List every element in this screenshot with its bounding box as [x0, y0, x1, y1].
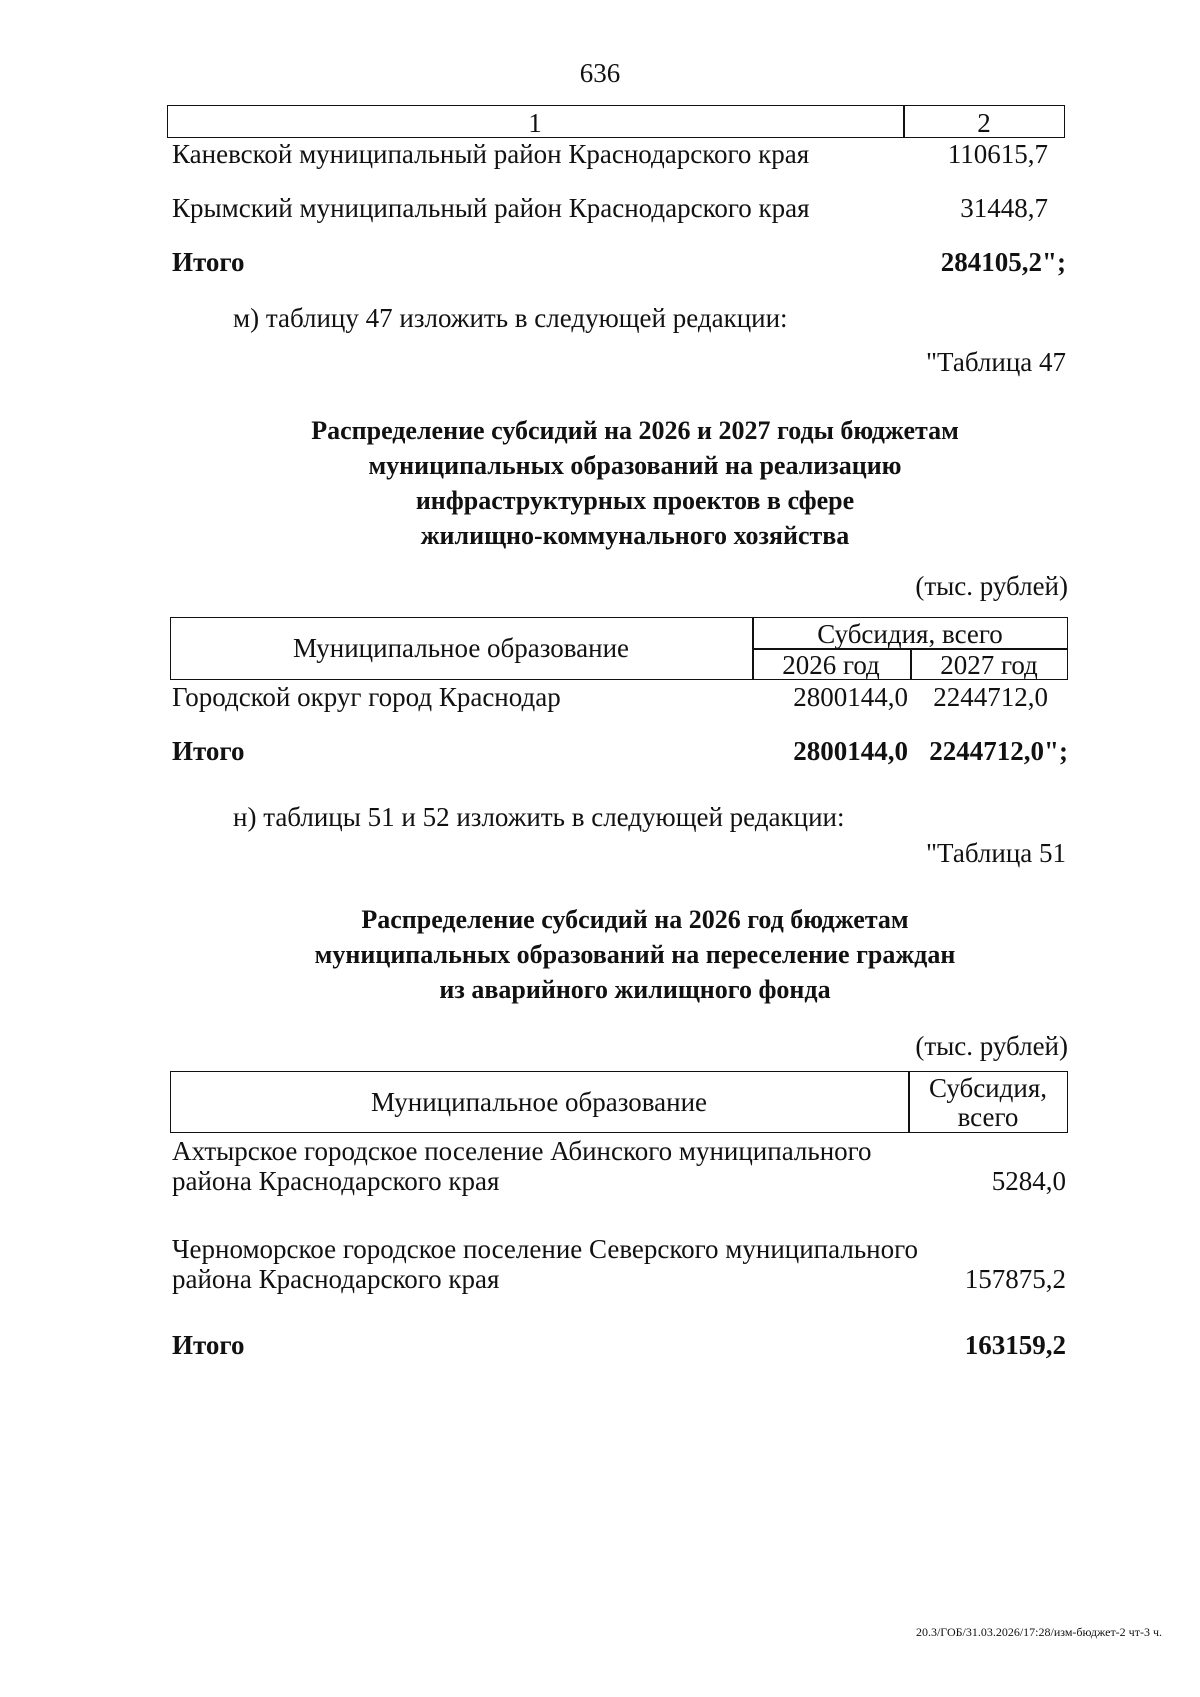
title-line: муниципальных образований на переселение граждан: [314, 940, 956, 969]
table-row-value-2026: 2800144,0: [793, 682, 908, 712]
table47-units: (тыс. рублей): [915, 571, 1068, 601]
header-municipality: Муниципальное образование: [370, 1087, 708, 1117]
instruction-m: м) таблицу 47 изложить в следующей редакции:: [233, 303, 788, 333]
table47-label: "Таблица 47: [926, 347, 1066, 377]
table-row-value: 110615,7: [947, 139, 1048, 169]
table47-title: [180, 413, 1090, 553]
title-line: Распределение субсидий на 2026 год бюджетам: [361, 905, 909, 934]
table-row-value: 5284,0: [991, 1166, 1066, 1196]
title-line: инфраструктурных проектов в сфере: [415, 486, 855, 515]
table51-label: "Таблица 51: [926, 838, 1066, 868]
table-row-name-line1: Ахтырское городское поселение Абинского муниципального: [172, 1136, 872, 1166]
total-label: Итого: [172, 736, 245, 766]
total-value: 284105,2";: [940, 247, 1066, 277]
total-label: Итого: [172, 1330, 245, 1360]
header-year-2026: 2026 год: [782, 650, 880, 680]
table51-units: (тыс. рублей): [915, 1031, 1068, 1061]
title-line: Распределение субсидий на 2026 и 2027 годы бюджетам: [311, 416, 959, 445]
title-line: жилищно-коммунального хозяйства: [420, 521, 850, 550]
table-row-value-2027: 2244712,0: [933, 682, 1048, 712]
header-subsidy-line1: Субсидия,: [928, 1073, 1047, 1103]
page-number: 636: [579, 58, 621, 88]
table-row-name: Крымский муниципальный район Краснодарского края: [172, 193, 810, 223]
table-row-name-line1: Черноморское городское поселение Северского муниципального: [172, 1234, 918, 1264]
header-municipality: Муниципальное образование: [292, 633, 630, 663]
footer-document-code: 20.3/ГОБ/31.03.2026/17:28/изм-бюджет-2 чт-3 ч.: [915, 1625, 1162, 1639]
table-row-name: Каневской муниципальный район Краснодарского края: [172, 139, 810, 169]
table-row-name-line2: района Краснодарского края: [172, 1264, 500, 1294]
header-subsidy-total: Субсидия, всего: [817, 619, 1003, 649]
title-line: муниципальных образований на реализацию: [368, 451, 902, 480]
table-prev-header-col2: 2: [977, 108, 991, 138]
table-row-value: 31448,7: [960, 193, 1048, 223]
table-row-value: 157875,2: [964, 1264, 1066, 1294]
total-2027: 2244712,0";: [929, 736, 1068, 766]
header-subsidy-line2: всего: [957, 1102, 1019, 1132]
title-line: из аварийного жилищного фонда: [439, 975, 831, 1004]
total-2026: 2800144,0: [793, 736, 908, 766]
total-label: Итого: [172, 247, 245, 277]
header-year-2027: 2027 год: [940, 650, 1038, 680]
total-value: 163159,2: [964, 1330, 1066, 1360]
table51-title: [180, 902, 1090, 1007]
table-prev-header-col1: 1: [528, 108, 542, 138]
table-row-name: Городской округ город Краснодар: [172, 682, 561, 712]
table-row-name-line2: района Краснодарского края: [172, 1166, 500, 1196]
instruction-n: н) таблицы 51 и 52 изложить в следующей редакции:: [233, 802, 845, 832]
